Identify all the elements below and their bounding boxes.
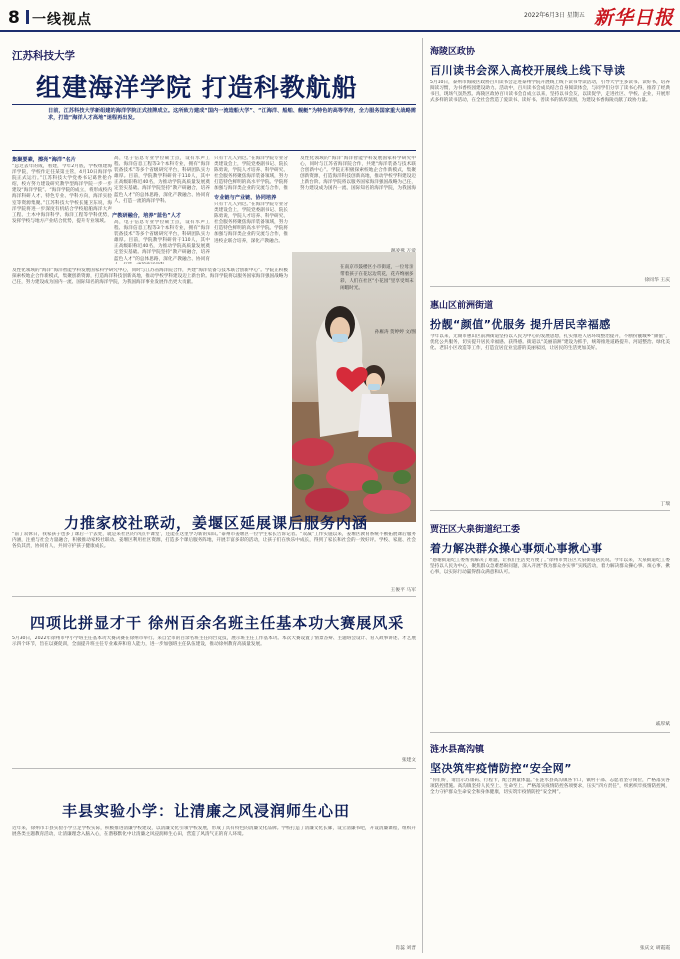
story1-subhead1: 集聚要素，擦亮“海洋”名片 [12,157,76,163]
section-title: 一线视点 [32,12,92,28]
issue-date: 2022年6月3日 星期五 [524,12,585,19]
right2-author: 丁瑞 [660,502,670,507]
story1-body-col2: 高，电子信息专业学位硕士点，设有水声工程、海洋信息工程等3个本科专业，拥有“海洋装备技术”等多个省级研究平台，科研团队实力雄厚。目前，学院教学科研骨干110人，其中正高级职称近40名，为推动学院高质量发展奠定坚实基础。海洋学院坚持“教产研融合，培养蓝色人才”的总体思路，深化产教融合、协同育人，打造一流的海洋学科。 [114,156,210,204]
right1-title: 百川读书会深入高校开展线上线下导读 [430,64,626,77]
right1-author: 徐同华 王庆 [644,278,670,283]
story4-body: 近年来，徐州市丰县实验小学立足学校实际，积极推进清廉学校建设，以清廉文化引领学校发展，形成了具有特色的清廉文化品牌。学校打造了清廉文化长廊，设立清廉书吧，开设清廉课程，组织开展各类主题教育活动，让清廉理念入脑入心，在潜移默化中让清廉之风浸润师生心田，营造了风清气正的育人环境。 [12,826,416,838]
section-bar [26,10,29,24]
divider-right1 [430,286,670,287]
story1-rule-bottom [12,150,416,151]
story1-body-col4: 及性化领域的“海洋”海洋智能学科发展国家科学研究中心，同时与江苏省海洋院合作，共建“海洋装备与技术联合创新中心”。学院正积极探索校地企合作新模式，集聚创新资源，打造海洋科技创新高地，推动学校学科建设迈上新台阶。海洋学院将以服务国家海洋强国战略为己任，努力建设成为国内一流、国际知名的海洋学院，为我国海 [300,156,416,192]
right1-kicker: 海陵区政协 [430,47,476,57]
story1-kicker: 江苏科技大学 [12,50,75,62]
right4-kicker: 涟水县高沟镇 [430,745,485,755]
right3-body: “感谢街道纪工委帮我解决了难题，让我们生活更方便了。”徐州市贾汪区大泉街道居民说。今年以来，大泉街道纪工委坚持以人民为中心，聚焦群众急难愁盼问题，深入开展“我为群众办实事”实践活动，着力解决群众操心事、烦心事、揪心事，以实际行动赢得群众满意和认可。 [430,558,670,576]
right4-title: 坚决筑牢疫情防控“安全网” [430,762,572,775]
right2-title: 扮靓“颜值”优服务 提升居民幸福感 [430,318,611,331]
right1-body: 5月10日，泰州市海陵区政协百川读书会走进泰州学院开展线上线下读书导读活动，引导大学生多读书、读好书，培养阅读习惯，为书香校园建设助力。活动中，百川读书会成员结合自身阅读体会，与同学们分享了读书心得，推荐了经典书目，现场气氛热烈。海陵区政协百川读书会自成立以来，坚持以书会友，以读促学，走进社区、学校、企业，开展形式多样的读书活动，在全社会营造了爱读书、读好书、善读书的浓厚氛围，为建设书香海陵贡献了政协力量。 [430,80,670,104]
right3-kicker: 贾汪区大泉街道纪工委 [430,525,521,535]
feature-photo [292,252,416,522]
page-number: 8 [8,8,20,28]
story2-author: 王俊平 马军 [390,588,416,593]
story3-body: 5月30日，2022年徐州市中小学班主任基本功大赛决赛在徐州市举行。来自全市的百余名班主任同台竞技，展示班主任工作基本功。本次大赛设置了情景答辩、主题班会设计、育人故事讲述、才艺展示四个环节，旨在以赛促训，全面提升班主任专业素养和育人能力，进一步加强班主任队伍建设，推动徐州教育高质量发展。 [12,636,416,648]
newspaper-logo: 新华日报 [594,7,675,29]
story1-subhead3: 专业链与产业链、协同培养 [214,195,277,201]
right3-title: 着力解决群众操心事烦心事揪心事 [430,542,603,555]
photo-illustration [292,252,416,522]
story3-headline: 四项比拼显才干 徐州百余名班主任基本功大赛展风采 [30,614,405,632]
story1-body-col1: “总过去年的成，看建，今年2月底，学校组建海洋学院，学校作定任某第主管，4月10日海洋学院正式运行。”江苏科技大学党委书记葛世伦介绍，校方努力建设研究教学型海洋学院一步一步建设“海洋学院”。“海洋学院的成立，将形成校内海洋科研人才、特色专业、学科方向，海洋实验室等资源集聚。”江苏科技大学校长施卫东说，海洋学院将进一步深度有机结合学校船舶海洋大声工程、土木中海洋科学、海洋工程等学科优势，发挥学校与地方产业结合优势，提升专业领域。 [12,164,112,224]
story1-body-col2b: 高，电子信息专业学位硕士点，设有水声工程、海洋信息工程等3个本科专业，拥有“海洋装备技术”等多个省级研究平台，科研团队实力雄厚。目前，学院教学科研骨干110人，其中正高级职称近40名，为推动学院高质量发展奠定坚实基础。海洋学院坚持“教产研融合，培养蓝色人才”的总体思路，深化产教融合、协同育 [114,220,210,262]
story4-headline: 丰县实验小学：让清廉之风浸润师生心田 [62,802,351,820]
right4-author: 张庆文 胡霞霞 [639,946,670,951]
story2-headline: 力推家校社联动，姜堰区延展课后服务内涵 [64,514,369,532]
right4-body: “你们好，请出示苏康码、行程卡，配合测量体温。”在涟水县高沟镇各卡口，镇村干部、志愿者坚守岗位，严格落实各项防控措施。高沟镇坚持人民至上、生命至上，严格落实疫情防控各项要求，压实“四方责任”，织密织牢疫情防控网，全力守护群众生命安全和身体健康，切实筑牢疫情防控“安全网”。 [430,778,670,796]
divider-right3 [430,732,670,733]
story1-body-continued: 及性化领域的“海洋”海洋智能学科发展国家科学研究中心，同时与江苏省海洋院合作，共建“海洋装备与技术联合创新中心”。学院正积极探索校地企合作新模式，集聚创新资源，打造海洋科技创新高地，推动学校学科建设迈上新台阶。海洋学院将以服务国家海洋强国战略为己任，努力建设成为国内一流、国际知名的海洋学院，为我国海洋事业发展作出更大贡献。 [12,268,288,286]
photo-caption: 在南京市鼓楼区小市街道，一位母亲带着孩子在花坛边赏花，花卉绚丽多彩，人们在社区“小花园”里享受周末闲暇时光。 [340,265,414,291]
divider-right2 [430,510,670,511]
story2-body: “前了双休日，我家孩子也多了课后一个去处，就是来社区的‘四点半课堂’，还能在这里学习新的知识。”泰州市姜堰区一位学生家长告诉记者。“双减”工作实施以来，姜堰区教育系统不断拓展课后服务内涵，注重与社会力量融合，积极推动家校社联动。姜堰区利用社区资源，打造多个课后服务阵地，开展丰富多彩的活动，让孩子们在快乐中成长，得到了家长和社会的一致好评。学校、家庭、社会各负其责，协同育人，共同守护孩子健康成长。 [12,532,416,550]
divider-story2 [12,596,416,597]
header-rule [0,30,680,32]
story3-author: 张建文 [401,758,416,763]
right2-body: 今年以来，无锡市惠山区前洲街道坚持以人民为中心的发展思想，扎实推进人居环境整治提升，不断扮靓城乡“颜值”，优化公共服务，切实提升居民幸福感、获得感。街道以“美丽前洲”建设为抓手，统筹推进道路提升、河道整治、绿化美化、老旧小区改造等工作，打造宜居宜业宜游的美丽家园，让居民的生活更加美好。 [430,334,670,352]
column-divider [422,38,423,953]
right2-kicker: 惠山区前洲街道 [430,301,494,311]
photo-author: 孙雁涛 贺婷婷 文/图 [374,330,416,335]
divider-story3 [12,768,416,769]
right3-author: 戚厚斌 [655,722,670,727]
story4-author: 肖蕊 刘晋 [395,946,416,951]
story1-body-col3b: 只有十几人到过。”在海洋学院专业分类建设会上，学院党委副书记、院长陈勇说，学院人才培养、科学研究、社会服务将聚焦海洋装备领域，努力打造特色鲜明的高水平学院。学院将加强与海洋类企业的交流与合作，推进校企联合培养，深化产教融合。 [214,202,288,244]
story1-lead: 日前，江苏科技大学新组建的海洋学院正式挂牌成立。这所致力建成“国内一流造船大学”、“江海洋、船舶、舰艇”为特色的高等学府，全力服务国家重大战略需求，打造“海洋人才高地”迷程再出发。 [48,108,416,122]
story1-headline: 组建海洋学院 打造科教航船 [36,73,358,102]
story1-rule-top [12,104,416,105]
story1-body-col3: 只有十几人到过。”在海洋学院专业分类建设会上，学院党委副书记、院长陈勇说，学院人才培养、科学研究、社会服务将聚焦海洋装备领域，努力打造特色鲜明的高水平学院。学院将加强与海洋类企业的交流与合作，推 [214,156,288,192]
story1-subhead2: 产教研融合，培养“蓝色”人才 [112,213,182,219]
